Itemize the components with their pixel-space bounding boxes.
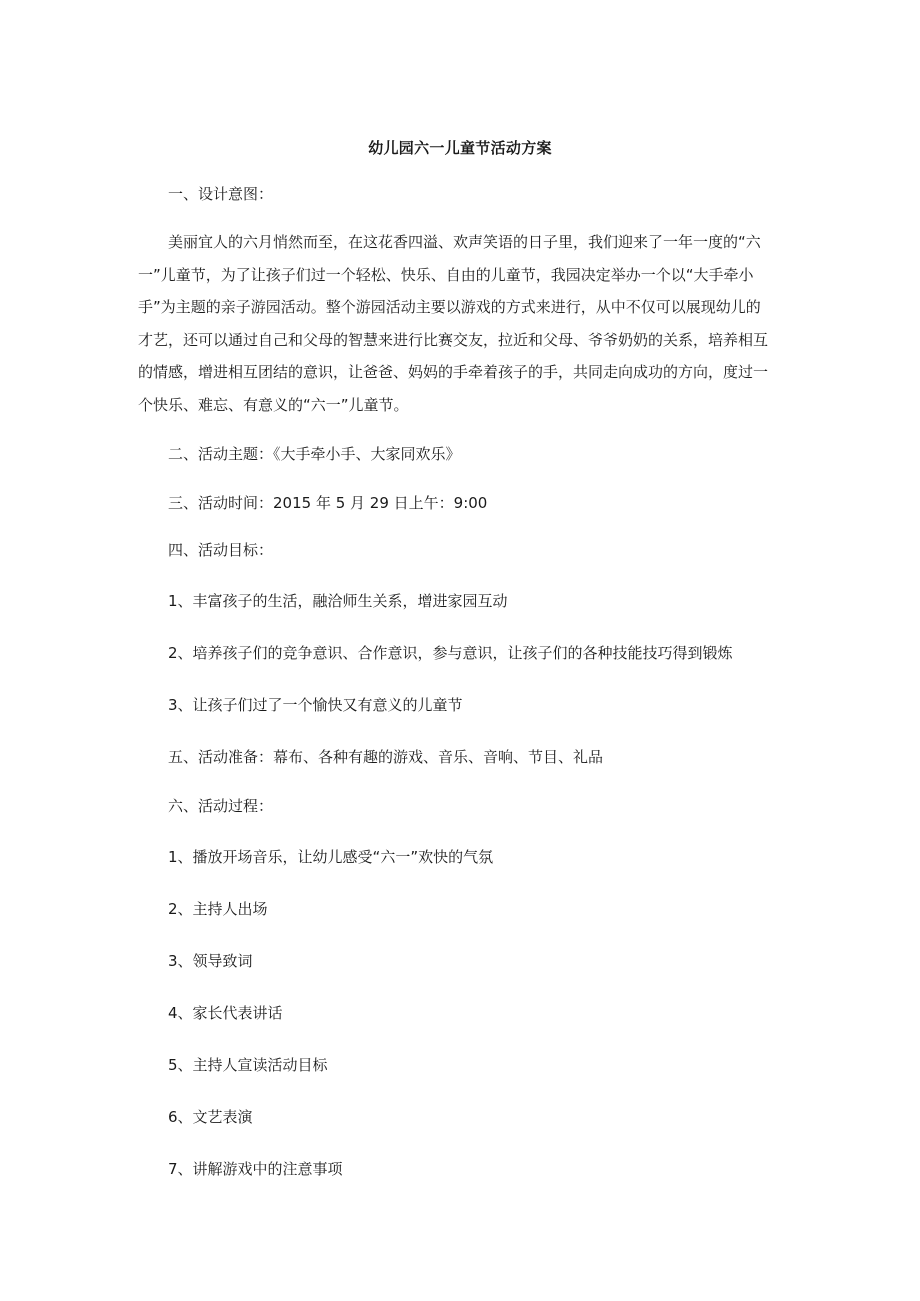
process-step: 7、讲解游戏中的注意事项 (168, 1160, 343, 1178)
goal-item: 2、培养孩子们的竞争意识、合作意识，参与意识，让孩子们的各种技能技巧得到锻炼 (168, 644, 733, 662)
process-step: 1、播放开场音乐，让幼儿感受“六一”欢快的气氛 (168, 848, 494, 866)
intro-line: 的情感，增进相互团结的意识，让爸爸、妈妈的手牵着孩子的手，共同走向成功的方向，度过一 (138, 363, 769, 381)
section-heading-activity-process: 六、活动过程： (168, 797, 274, 815)
intro-line: 手”为主题的亲子游园活动。整个游园活动主要以游戏的方式来进行，从中不仅可以展现幼儿的 (138, 298, 761, 316)
intro-line: 美丽宜人的六月悄然而至，在这花香四溢、欢声笑语的日子里，我们迎来了一年一度的“六 (168, 233, 761, 251)
document-title: 幼儿园六一儿童节活动方案 (368, 139, 552, 157)
process-step: 2、主持人出场 (168, 900, 268, 918)
goal-item: 3、让孩子们过了一个愉快又有意义的儿童节 (168, 696, 463, 714)
intro-line: 才艺，还可以通过自己和父母的智慧来进行比赛交友，拉近和父母、爷爷奶奶的关系，培养相互 (138, 330, 769, 349)
intro-paragraph (138, 226, 786, 421)
process-step: 6、文艺表演 (168, 1108, 253, 1126)
section-activity-preparation: 五、活动准备：幕布、各种有趣的游戏、音乐、音响、节目、礼品 (168, 748, 604, 766)
section-heading-design-intent: 一、设计意图： (168, 185, 274, 203)
section-activity-theme: 二、活动主题：《大手牵小手、大家同欢乐》 (168, 445, 461, 463)
process-step: 4、家长代表讲话 (168, 1004, 283, 1022)
goal-item: 1、丰富孩子的生活，融洽师生关系，增进家园互动 (168, 592, 508, 610)
intro-line: 一”儿童节，为了让孩子们过一个轻松、快乐、自由的儿童节，我园决定举办一个以“大手牵小 (138, 265, 754, 284)
process-step: 3、领导致词 (168, 952, 253, 970)
section-activity-time: 三、活动时间：2015 年 5 月 29 日上午：9:00 (168, 494, 488, 512)
section-heading-activity-goals: 四、活动目标： (168, 541, 274, 559)
intro-line: 个快乐、难忘、有意义的“六一”儿童节。 (138, 395, 409, 414)
process-step: 5、主持人宣读活动目标 (168, 1056, 328, 1074)
